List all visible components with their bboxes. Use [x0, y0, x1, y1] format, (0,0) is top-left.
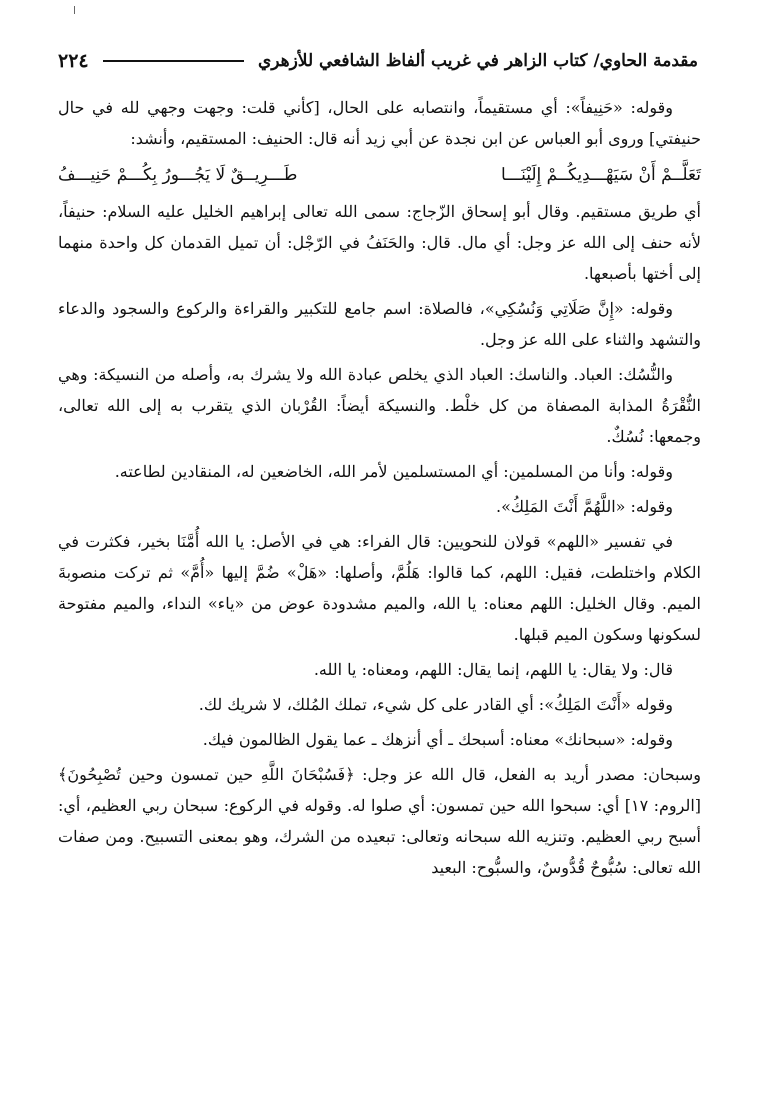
scan-mark [74, 6, 75, 14]
header-rule [103, 60, 244, 62]
poem-verse [58, 158, 701, 192]
paragraph: قال: ولا يقال: يا اللهم، إنما يقال: اللهم، ومعناه: يا الله. [313, 660, 673, 679]
paragraph: وقوله: «اللَّهُمَّ أَنْتَ المَلِكُ». [495, 497, 673, 516]
paragraph: وقوله «أَنْتَ المَلِكُ»: أي القادر على كل شيء، تملك المُلك، لا شريك لك. [198, 695, 673, 714]
paragraph: والنُّسُك: العباد. والناسك: العباد الذي يخلص عبادة الله ولا يشرك به، وأصله من النسيكة: وهي النُّقْرَةُ المذابة المصفاة من كل خلْط. والنسيكة أيضاً: القُرْبان الذي يتقرب به إلى الله تعالى، وجمعها: نُسُكٌ. [58, 365, 701, 446]
page-body [58, 92, 701, 887]
paragraph: في تفسير «اللهم» قولان للنحويين: قال الفراء: هي في الأصل: يا الله أُمَّنَا بخير، فكثرت في الكلام واختلطت، فقيل: اللهم، كما قالوا: هَلُمَّ، وأصلها: «هَلْ» ضُمَّ إليها «أُمَّ» ثم تركت منصوبةَ الميم. وقال الخليل: اللهم معناه: يا الله، والميم مشدودة عوض من «ياء» النداء، والميم مفتوحة لسكونها وسكون الميم قبلها. [58, 532, 702, 644]
paragraph: وقوله: «سبحانك» معناه: أسبحك ـ أي أنزهك ـ عما يقول الظالمون فيك. [202, 730, 673, 749]
paragraph: وسبحان: مصدر أريد به الفعل، قال الله عز وجل: ﴿فَسُبْحَانَ اللَّهِ حين تمسون وحين تُصْبِحُونَ﴾ [الروم: ١٧] أي: سبحوا الله حين تمسون: أي صلوا له. وقوله في الركوع: سبحان ربي العظيم، أي: أسبح ربي العظيم. وتنزيه الله سبحانه وتعالى: تبعيده من الشرك، وهو بمعنى التسبيح. ومن صفات الله تعالى: سُبُّوحٌ قُدُّوسٌ، والسبُّوح: البعيد [58, 765, 702, 877]
page-number: ٢٢٤ [58, 50, 89, 72]
poem-second-hemistich: طَـــرِيــقٌ لَا يَجُـــورُ بِكُـــمْ حَنِيـــفُ [58, 165, 298, 185]
paragraph: أي طريق مستقيم. وقال أبو إسحاق الزّجاج: سمى الله تعالى إبراهيم الخليل عليه السلام: حنيفاً، لأنه حنف إلى الله عز وجل: أي مال. قال: والحَنَفُ في الرّجْل: أن تميل القدمان كل واحدة منهما إلى أختها بأصبعها. [58, 202, 701, 283]
paragraph: وقوله: وأنا من المسلمين: أي المستسلمين لأمر الله، الخاضعين له، المنقادين لطاعته. [114, 462, 673, 481]
poem-first-hemistich: تَعَلَّــمْ أَنْ سَيَهْـــدِيكُــمْ إِلَيْنَـــا [500, 165, 701, 185]
running-title: مقدمة الحاوي/ كتاب الزاهر في غريب ألفاظ الشافعي للأزهري [257, 51, 698, 71]
paragraph: وقوله: «إِنَّ صَلَاتِي وَنُسُكِي»، فالصلاة: اسم جامع للتكبير والقراءة والركوع والسجود والدعاء والتشهد والثناء على الله عز وجل. [58, 299, 701, 349]
paragraph: وقوله: «حَنِيفاً»: أي مستقيماً، وانتصابه على الحال، [كأني قلت: وجهت وجهي لله في حال حنيفتي] وروى أبو العباس عن ابن نجدة عن أبي زيد أنه قال: الحنيف: المستقيم، وأنشد: [58, 98, 701, 148]
page-header [58, 44, 698, 78]
